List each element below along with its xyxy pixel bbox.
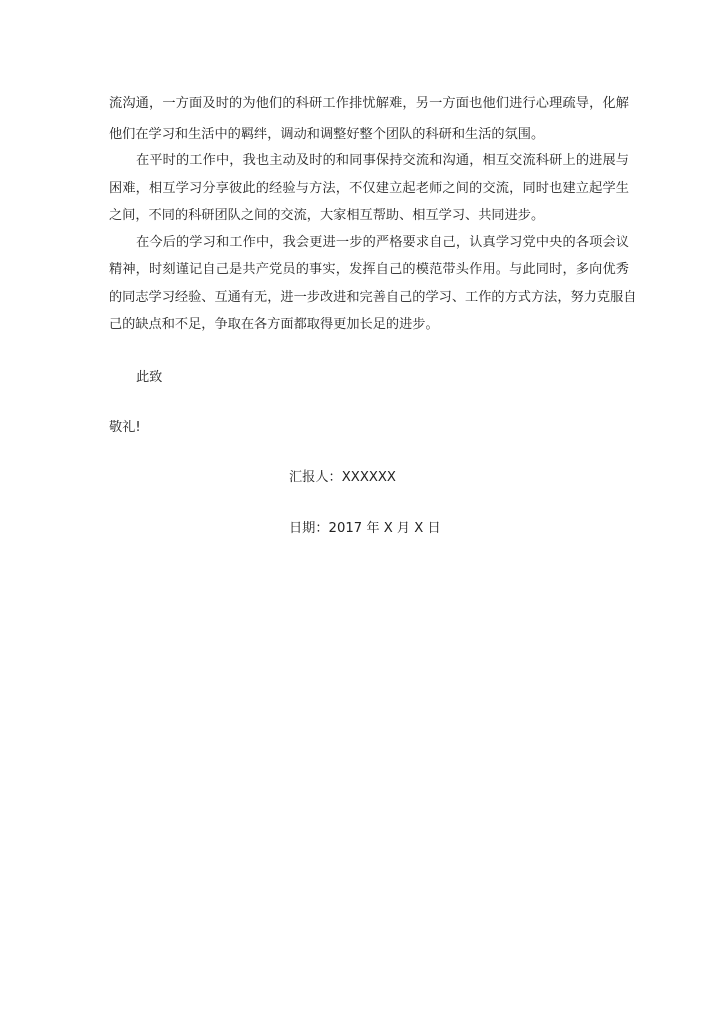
- paragraph-2-line-2: 困难，相互学习分享彼此的经验与方法，不仅建立起老师之间的交流，同时也建立起学生: [109, 181, 629, 196]
- paragraph-3-line-2: 精神，时刻谨记自己是共产党员的事实，发挥自己的模范带头作用。与此同时，多向优秀: [109, 262, 629, 277]
- report-date: 日期：2017 年 X 月 X 日: [289, 521, 441, 536]
- paragraph-1-line-2: 他们在学习和生活中的羁绊，调动和调整好整个团队的科研和生活的氛围。: [109, 127, 545, 142]
- reporter-signature: 汇报人：XXXXXX: [289, 470, 396, 485]
- paragraph-2-line-1: 在平时的工作中，我也主动及时的和同事保持交流和沟通，相互交流科研上的进展与: [136, 153, 629, 168]
- regards: 敬礼!: [109, 420, 141, 435]
- salutation: 此致: [136, 370, 163, 385]
- paragraph-2-line-3: 之间，不同的科研团队之间的交流，大家相互帮助、相互学习、共同进步。: [109, 208, 545, 223]
- paragraph-3-line-4: 己的缺点和不足，争取在各方面都取得更加长足的进步。: [109, 317, 439, 332]
- paragraph-3-line-1: 在今后的学习和工作中，我会更进一步的严格要求自己，认真学习党中央的各项会议: [136, 235, 629, 250]
- paragraph-1-line-1: 流沟通，一方面及时的为他们的科研工作排忧解难，另一方面也他们进行心理疏导，化解: [109, 96, 629, 111]
- paragraph-3-line-3: 的同志学习经验、互通有无，进一步改进和完善自己的学习、工作的方式方法，努力克服自: [109, 290, 637, 305]
